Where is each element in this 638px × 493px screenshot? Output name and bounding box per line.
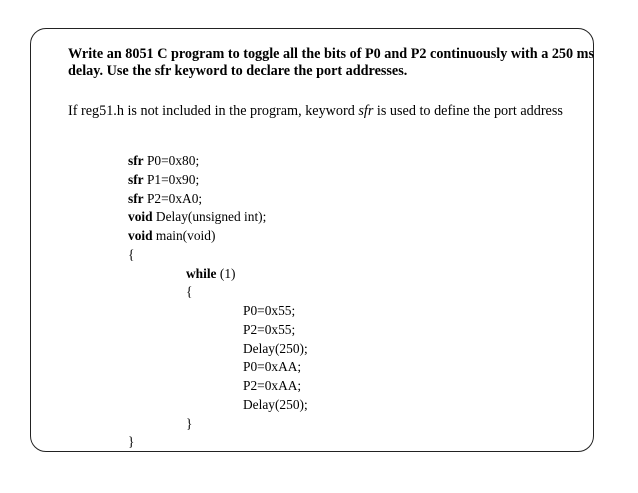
code-block — [0, 152, 638, 452]
code-keyword: sfr — [128, 153, 144, 168]
code-text: P0=0x80; — [143, 153, 200, 168]
code-keyword: sfr — [128, 190, 144, 206]
code-line — [0, 415, 638, 434]
code-text: main(void) — [152, 228, 216, 243]
note-paragraph — [68, 103, 588, 120]
code-keyword: void — [128, 228, 153, 243]
code-line — [0, 171, 638, 190]
code-text: P2=0xAA; — [243, 378, 302, 393]
code-line — [0, 190, 638, 209]
code-line — [0, 321, 638, 340]
code-text: P1=0x90; — [143, 171, 200, 187]
code-line — [0, 433, 638, 452]
code-text: Delay(250); — [243, 340, 308, 356]
code-keyword: while — [186, 265, 217, 281]
code-text: { — [128, 246, 135, 262]
code-text: { — [186, 284, 193, 300]
code-text: Delay(unsigned int); — [152, 209, 267, 225]
note-text-before: If reg51.h is not included in the program, keyword — [68, 103, 359, 119]
code-line — [0, 208, 638, 227]
code-text: Delay(250); — [243, 396, 308, 412]
code-line — [0, 340, 638, 359]
code-text: } — [128, 434, 135, 450]
code-text: P0=0x55; — [243, 303, 296, 318]
code-text: P2=0xA0; — [143, 190, 203, 206]
code-line — [0, 302, 638, 321]
code-text: } — [186, 415, 193, 431]
code-line — [0, 377, 638, 396]
code-keyword: sfr — [128, 171, 144, 187]
slide-title: Write an 8051 C program to toggle all the bits of P0 and P2 continuously with a 250 ms delay. Use the sfr keyword to declare the port addresses. — [68, 46, 594, 79]
note-keyword: sfr — [358, 103, 374, 119]
code-line — [0, 152, 638, 171]
code-text: P2=0x55; — [243, 321, 296, 337]
code-text: P0=0xAA; — [243, 359, 302, 375]
code-line — [0, 283, 638, 302]
code-text: (1) — [216, 265, 236, 281]
code-line — [0, 246, 638, 265]
code-keyword: void — [128, 209, 153, 225]
code-line — [0, 358, 638, 377]
code-line — [0, 265, 638, 284]
code-line — [0, 227, 638, 246]
code-line — [0, 396, 638, 415]
note-text-after: is used to define the port address — [373, 103, 563, 119]
